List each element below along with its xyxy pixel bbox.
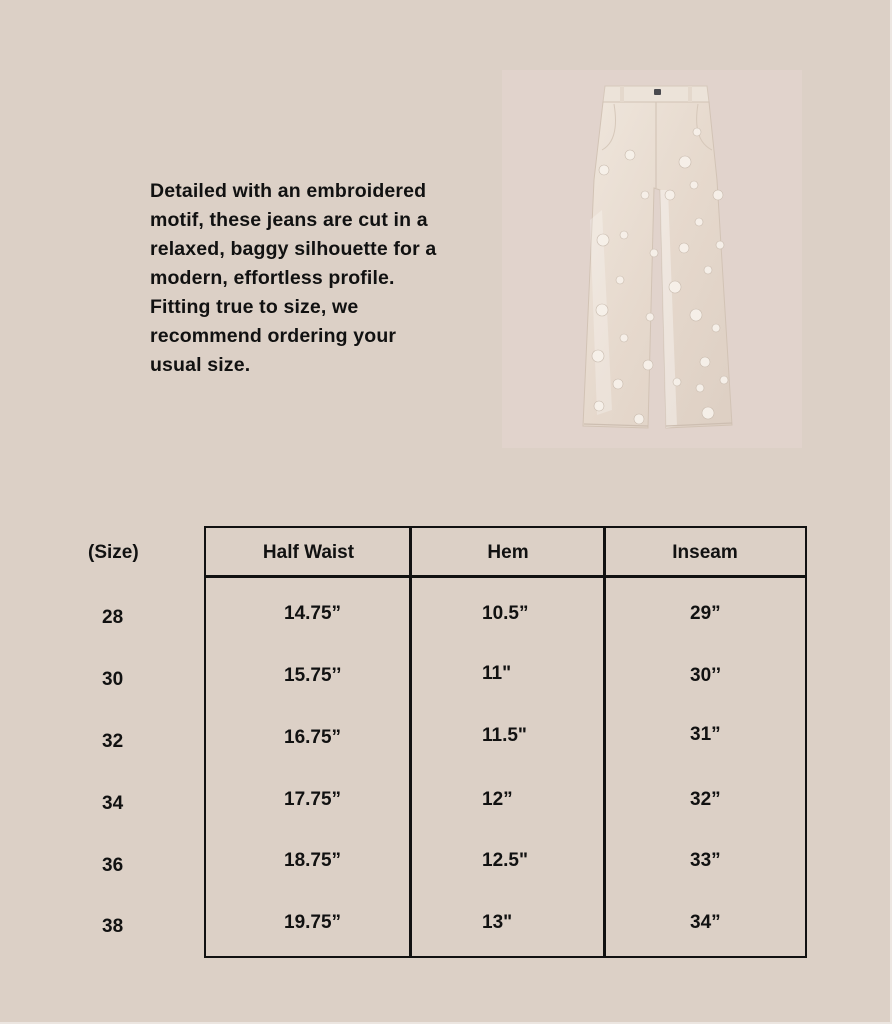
inseam-cell: 33” <box>690 850 721 871</box>
description-line: usual size. <box>150 354 251 376</box>
inseam-cell: 32” <box>690 789 721 810</box>
inseam-cell: 29” <box>690 603 721 624</box>
description-line: relaxed, baggy silhouette for a <box>150 238 437 260</box>
size-value: 34 <box>102 793 124 814</box>
size-column-header: (Size) <box>88 542 139 563</box>
half-waist-cell: 16.75” <box>284 727 342 748</box>
column-header-inseam: Inseam <box>672 542 738 563</box>
header-divider <box>206 575 805 578</box>
product-description <box>150 177 470 380</box>
inseam-cell: 34” <box>690 912 721 933</box>
half-waist-cell: 17.75” <box>284 789 342 810</box>
inseam-cell: 30’’ <box>690 665 721 686</box>
inseam-cell: 31” <box>690 724 721 745</box>
product-photo <box>502 70 802 448</box>
size-value: 28 <box>102 607 124 628</box>
description-line: motif, these jeans are cut in a <box>150 209 428 231</box>
column-divider <box>409 528 412 956</box>
hem-cell: 13" <box>482 912 513 933</box>
hem-cell: 12” <box>482 789 513 810</box>
half-waist-cell: 18.75” <box>284 850 342 871</box>
column-header-half-waist: Half Waist <box>262 542 355 563</box>
size-value: 32 <box>102 731 124 752</box>
description-line: Detailed with an embroidered <box>150 180 427 202</box>
hem-cell: 10.5” <box>482 603 529 624</box>
column-divider <box>603 528 606 956</box>
jeans-illustration <box>502 70 802 448</box>
size-value: 36 <box>102 855 124 876</box>
half-waist-cell: 14.75” <box>284 603 342 624</box>
size-value: 38 <box>102 916 124 937</box>
column-header-hem: Hem <box>487 542 529 563</box>
size-value: 30 <box>102 669 124 690</box>
hem-cell: 11.5" <box>482 725 527 746</box>
hem-cell: 11" <box>482 663 512 684</box>
description-line: Fitting true to size, we <box>150 296 359 318</box>
half-waist-cell: 15.75’’ <box>284 665 342 686</box>
description-line: recommend ordering your <box>150 325 397 347</box>
size-chart-table <box>204 526 807 958</box>
half-waist-cell: 19.75” <box>284 912 342 933</box>
hem-cell: 12.5" <box>482 850 528 871</box>
description-line: modern, effortless profile. <box>150 267 395 289</box>
